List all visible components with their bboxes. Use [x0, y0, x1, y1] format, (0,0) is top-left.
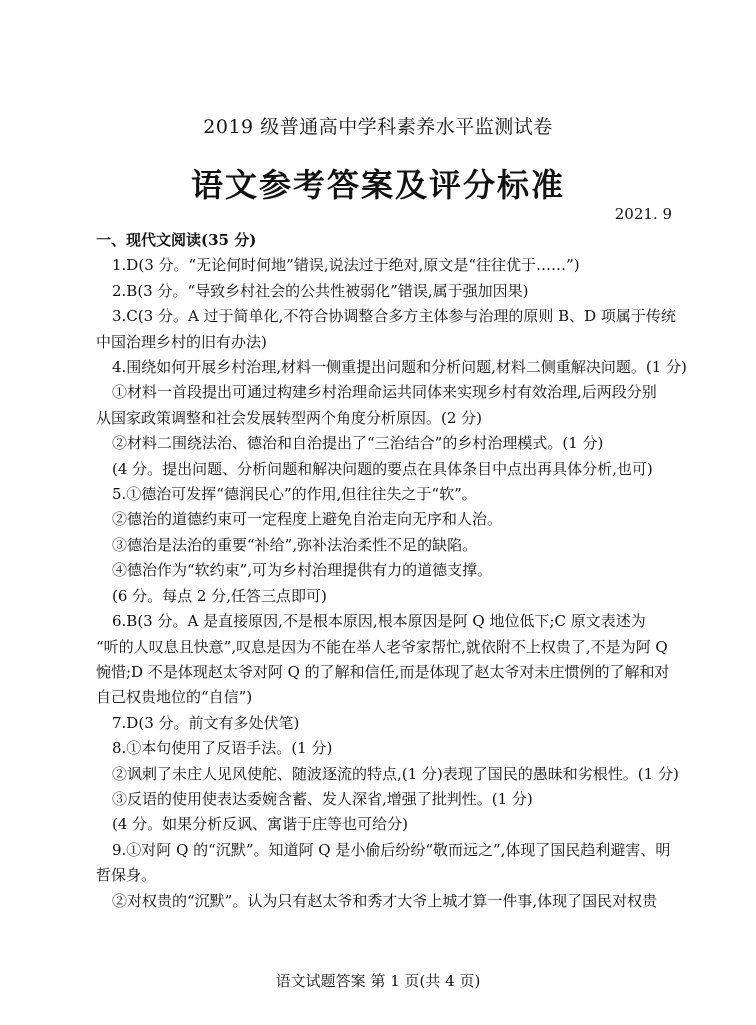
answer-line: ③德治是法治的重要“补给”,弥补法治柔性不足的缺陷。	[112, 535, 478, 554]
answer-line: ①材料一首段提出可通过构建乡村治理命运共同体来实现乡村有效治理,后两段分别	[112, 383, 657, 402]
answer-line: 4.围绕如何开展乡村治理,材料一侧重提出问题和分析问题,材料二侧重解决问题。(1 分)	[112, 358, 687, 377]
answer-line: (6 分。每点 2 分,任答三点即可)	[112, 586, 327, 605]
answer-line: 8.①本句使用了反语手法。(1 分)	[112, 739, 333, 758]
answer-line: ②对权贵的“沉默”。认为只有赵太爷和秀才大爷上城才算一件事,体现了国民对权贵	[112, 891, 658, 910]
answer-line: 5.①德治可发挥“德润民心”的作用,但往往失之于“软”。	[112, 485, 477, 504]
answer-line: ②材料二围绕法治、德治和自治提出了“三治结合”的乡村治理模式。(1 分)	[112, 434, 604, 453]
answer-line: (4 分。提出问题、分析问题和解决问题的要点在具体条目中点出再具体分析,也可)	[112, 459, 653, 478]
answer-line: 从国家政策调整和社会发展转型两个角度分析原因。(2 分)	[96, 408, 483, 427]
answer-line: ④德治作为“软约束”,可为乡村治理提供有力的道德支撑。	[112, 561, 493, 580]
page-title: 语文参考答案及评分标准	[190, 166, 565, 204]
exam-title: 2019 级普通高中学科素养水平监测试卷	[203, 116, 553, 138]
answer-line: “听的人叹息且快意”,叹息是因为不能在举人老爷家帮忙,就依附不上权贵了,不是为阿 Q	[96, 637, 668, 656]
date-label: 2021. 9	[614, 205, 672, 223]
answer-line: 1.D(3 分。“无论何时何地”错误,说法过于绝对,原文是“往往优于……”)	[112, 256, 580, 275]
answer-line: 哲保身。	[96, 866, 157, 885]
answer-line: ②讽刺了未庄人见风使舵、随波逐流的特点,(1 分)表现了国民的愚昧和劣根性。(1 分)	[112, 764, 679, 783]
answer-line: 惋惜;D 不是体现赵太爷对阿 Q 的了解和信任,而是体现了赵太爷对未庄惯例的了解和对	[96, 662, 670, 681]
section-heading: 一、现代文阅读(35 分)	[96, 231, 257, 249]
answer-line: 2.B(3 分。“导致乡村社会的公共性被弱化”错误,属于强加因果)	[112, 281, 529, 300]
answer-line: 自己权贵地位的“自信”)	[96, 688, 253, 707]
answer-content	[96, 228, 687, 914]
page-footer: 语文试题答案 第 1 页(共 4 页)	[275, 972, 481, 990]
answer-line: 中国治理乡村的旧有办法)	[96, 332, 267, 351]
answer-line: 9.①对阿 Q 的“沉默”。知道阿 Q 是小偷后纷纷“敬而远之”,体现了国民趋利避害、明	[112, 840, 671, 859]
answer-line: (4 分。如果分析反讽、寓谐于庄等也可给分)	[112, 815, 409, 834]
answer-line: 3.C(3 分。A 过于简单化,不符合协调整合多方主体参与治理的原则 B、D 项属于传统	[112, 307, 676, 326]
answer-line: ②德治的道德约束可一定程度上避免自治走向无序和人治。	[112, 510, 503, 529]
answer-line: ③反语的使用使表达委婉含蓄、发人深省,增强了批判性。(1 分)	[112, 789, 533, 808]
answer-line: 7.D(3 分。前文有多处伏笔)	[112, 713, 300, 732]
answer-line: 6.B(3 分。A 是直接原因,不是根本原因,根本原因是阿 Q 地位低下;C 原文表述为	[112, 612, 646, 631]
